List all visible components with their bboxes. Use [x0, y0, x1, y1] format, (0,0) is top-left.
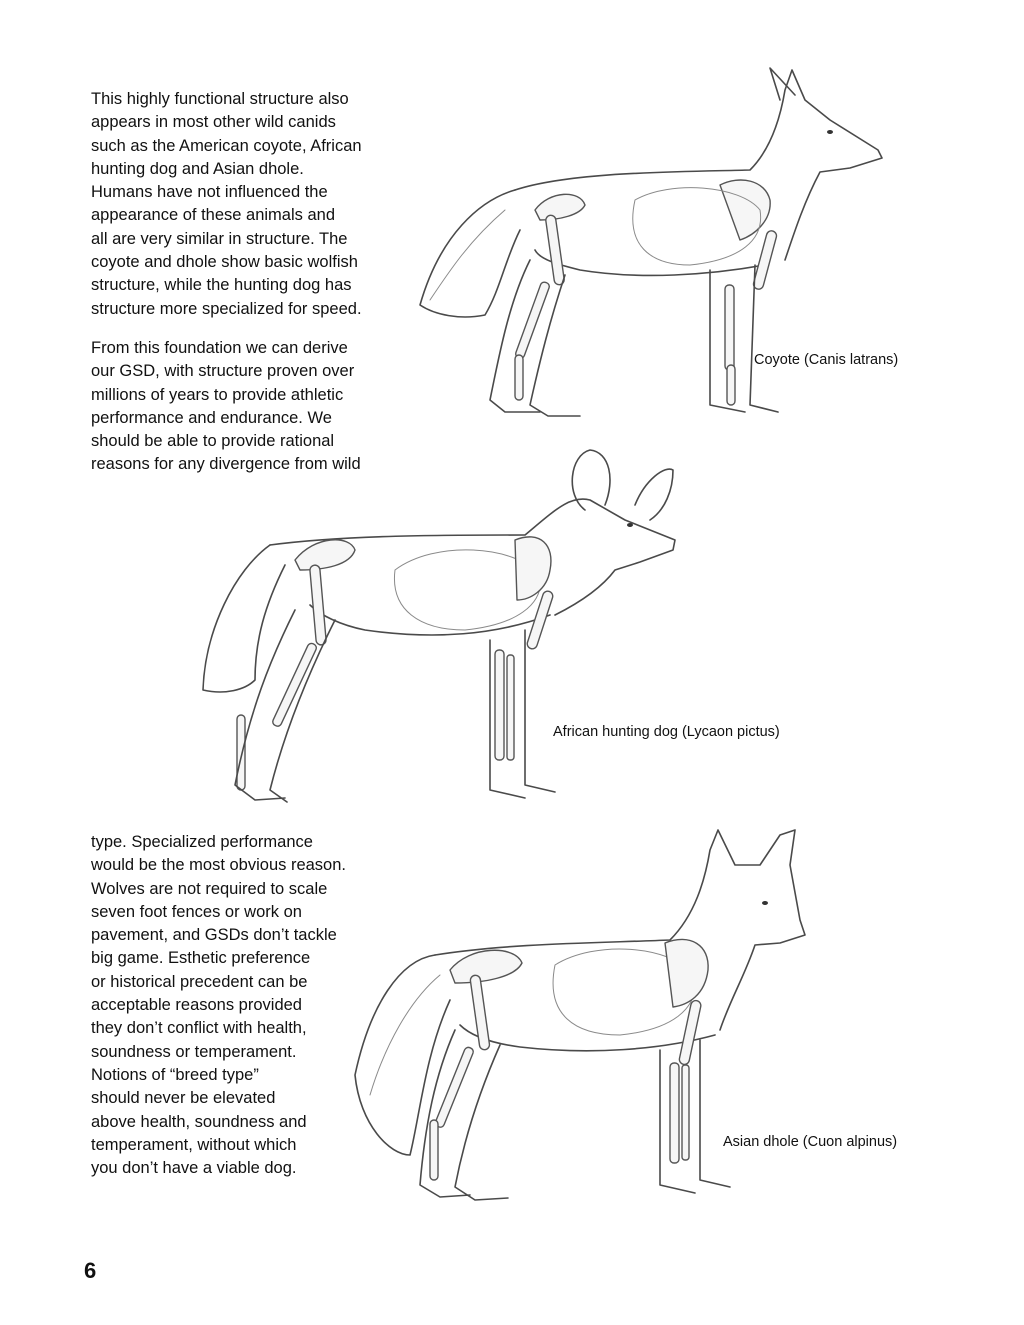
- text-line: pavement, and GSDs don’t tackle: [91, 926, 337, 945]
- text-line: structure, while the hunting dog has: [91, 276, 352, 295]
- text-line: they don’t conflict with health,: [91, 1019, 307, 1038]
- page-number: 6: [84, 1258, 97, 1283]
- caption-african-hunting-dog: African hunting dog (Lycaon pictus): [553, 724, 780, 740]
- african-hunting-dog-illustration: [195, 440, 695, 825]
- paragraph-3: [91, 831, 346, 1180]
- coyote-illustration: [410, 60, 910, 440]
- text-line: temperament, without which: [91, 1135, 297, 1154]
- text-line: soundness or temperament.: [91, 1042, 297, 1061]
- text-line: structure more specialized for speed.: [91, 299, 362, 318]
- text-line: From this foundation we can derive: [91, 339, 348, 357]
- text-line: should never be elevated: [91, 1089, 276, 1108]
- text-line: big game. Esthetic preference: [91, 949, 311, 968]
- text-line: type. Specialized performance: [91, 833, 313, 851]
- text-line: coyote and dhole show basic wolfish: [91, 253, 358, 272]
- text-line: all are very similar in structure. The: [91, 229, 348, 248]
- asian-dhole-illustration: [340, 825, 840, 1220]
- text-line: hunting dog and Asian dhole.: [91, 159, 304, 178]
- text-line: Humans have not influenced the: [91, 183, 328, 202]
- text-line: seven foot fences or work on: [91, 902, 302, 921]
- text-line: such as the American coyote, African: [91, 136, 362, 155]
- text-line: Notions of “breed type”: [91, 1065, 259, 1084]
- text-line: Wolves are not required to scale: [91, 879, 328, 898]
- text-line: performance and endurance. We: [91, 408, 332, 427]
- text-line: This highly functional structure also: [91, 90, 349, 108]
- text-line: above health, soundness and: [91, 1112, 307, 1131]
- text-line: acceptable reasons provided: [91, 996, 302, 1015]
- paragraph-1: [91, 88, 362, 321]
- text-line: millions of years to provide athletic: [91, 385, 344, 404]
- text-line: reasons for any divergence from wild: [91, 455, 361, 474]
- text-line: should be able to provide rational: [91, 432, 335, 451]
- text-line: you don’t have a viable dog.: [91, 1159, 297, 1178]
- text-line: would be the most obvious reason.: [91, 856, 346, 875]
- text-line: our GSD, with structure proven over: [91, 362, 355, 381]
- text-line: appears in most other wild canids: [91, 113, 336, 132]
- caption-asian-dhole: Asian dhole (Cuon alpinus): [723, 1134, 898, 1150]
- text-line: appearance of these animals and: [91, 206, 336, 225]
- caption-coyote: Coyote (Canis latrans): [754, 352, 899, 368]
- text-line: or historical precedent can be: [91, 972, 308, 991]
